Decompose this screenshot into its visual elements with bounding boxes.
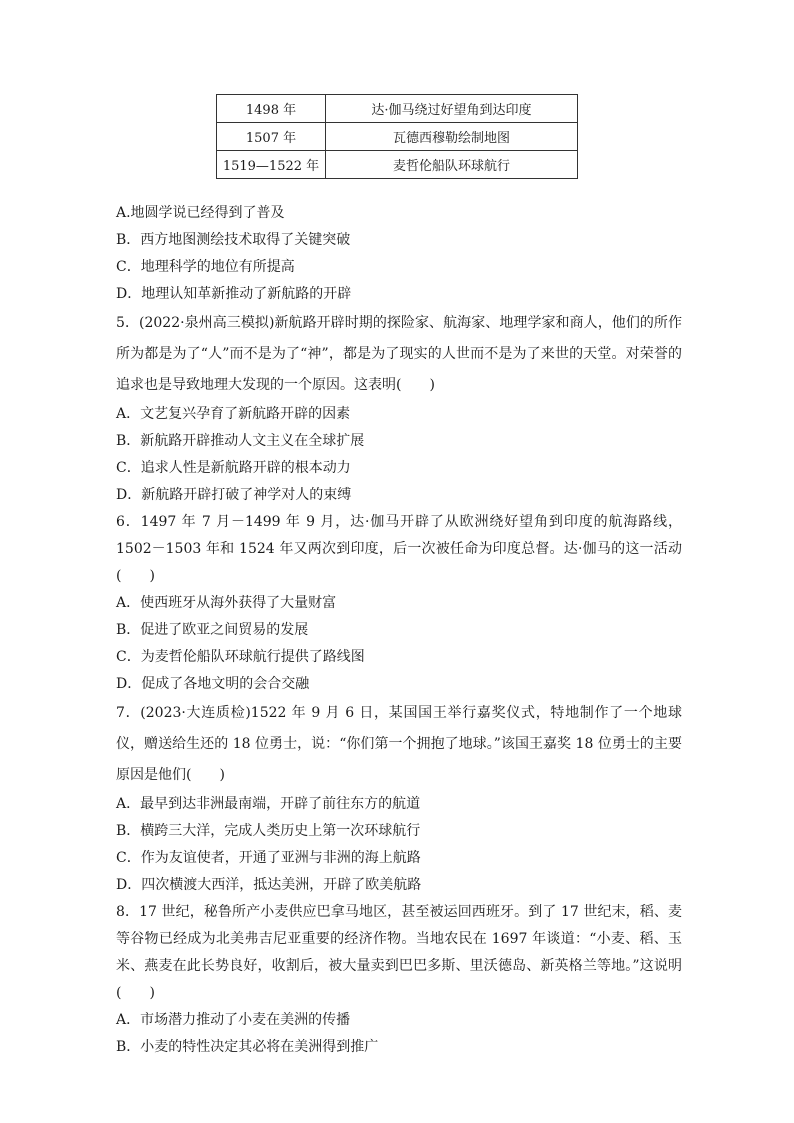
option-c: C．作为友谊使者，开通了亚洲与非洲的海上航路 [116,850,421,866]
table-cell-event: 麦哲伦船队环球航行 [326,151,578,179]
option-c: C．地理科学的地位有所提高 [116,259,295,275]
option-b: B．小麦的特性决定其必将在美洲得到推广 [116,1039,379,1055]
question-4-options [116,200,682,308]
table-cell-event: 瓦德西穆勒绘制地图 [326,123,578,151]
question-8 [116,899,682,1061]
option-a: A．使西班牙从海外获得了大量财富 [116,595,337,611]
option-c: C．追求人性是新航路开辟的根本动力 [116,460,351,476]
question-content [116,200,682,1061]
option-d: D．四次横渡大西洋，抵达美洲，开辟了欧美航路 [116,877,422,893]
option-a: A.地圆学说已经得到了普及 [116,205,285,221]
events-table [216,94,578,179]
option-b: B．促进了欧亚之间贸易的发展 [116,622,309,638]
option-b: B．西方地图测绘技术取得了关键突破 [116,232,351,248]
question-7 [116,698,682,899]
table-cell-year: 1498 年 [217,95,326,123]
option-d: D．地理认知革新推动了新航路的开辟 [116,286,352,302]
table-cell-year: 1507 年 [217,123,326,151]
option-b: B．新航路开辟推动人文主义在全球扩展 [116,433,365,449]
table-cell-event: 达·伽马绕过好望角到达印度 [326,95,578,123]
table-row [217,95,578,123]
option-a: A．文艺复兴孕育了新航路开辟的因素 [116,406,351,422]
question-stem: 8．17 世纪，秘鲁所产小麦供应巴拿马地区，甚至被运回西班牙。到了 17 世纪末，稻、麦等谷物已经成为北美弗吉尼亚重要的经济作物。当地农民在 1697 年谈道：“小麦、稻、玉米、燕麦在此长势良好，收割后，被大量卖到巴巴多斯、里沃德岛、新英格兰等地。”这说明( ) [116,904,682,1001]
option-a: A．市场潜力推动了小麦在美洲的传播 [116,1012,351,1028]
question-stem: 5．(2022·泉州高三模拟)新航路开辟时期的探险家、航海家、地理学家和商人，他们的所作所为都是为了“人”而不是为了“神”，都是为了现实的人世而不是为了来世的天堂。对荣誉的追求也是导致地理大发现的一个原因。这表明( ) [116,315,682,393]
option-b: B．横跨三大洋，完成人类历史上第一次环球航行 [116,823,421,839]
question-stem: 7．(2023·大连质检)1522 年 9 月 6 日，某国国王举行嘉奖仪式，特地制作了一个地球仪，赠送给生还的 18 位勇士，说：“你们第一个拥抱了地球。”该国王嘉奖 18 位勇士的主要原因是他们( ) [116,705,682,783]
table-row [217,123,578,151]
question-stem: 6．1497 年 7 月－1499 年 9 月，达·伽马开辟了从欧洲绕好望角到印度的航海路线，1502－1503 年和 1524 年又两次到印度，后一次被任命为印度总督。达·伽马的这一活动( ) [116,514,682,584]
option-a: A．最早到达非洲最南端，开辟了前往东方的航道 [116,796,421,812]
question-5 [116,308,682,509]
question-6 [116,509,682,698]
option-c: C．为麦哲伦船队环球航行提供了路线图 [116,649,365,665]
option-d: D．促成了各地文明的会合交融 [116,676,310,692]
table-cell-year: 1519—1522 年 [217,151,326,179]
option-d: D．新航路开辟打破了神学对人的束缚 [116,487,352,503]
table-row [217,151,578,179]
